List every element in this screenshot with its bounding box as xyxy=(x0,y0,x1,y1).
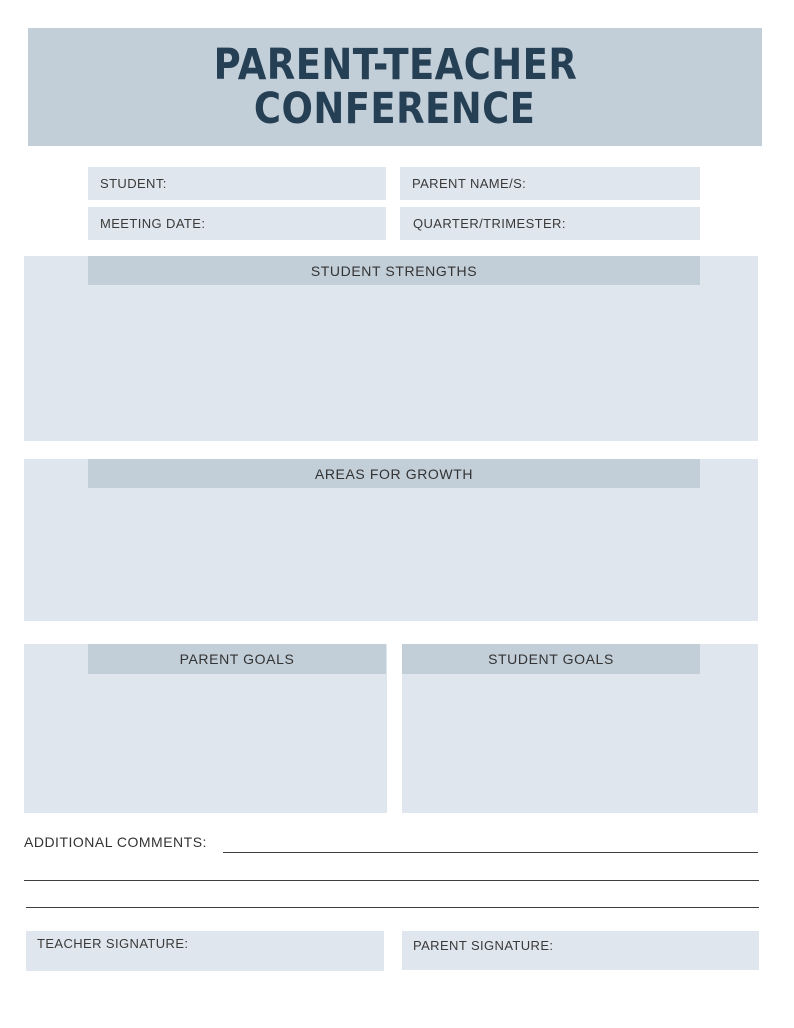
title-banner xyxy=(28,28,762,146)
parent-goals-header xyxy=(88,644,386,674)
quarter-trimester-field-label: QUARTER/TRIMESTER: xyxy=(413,216,566,231)
quarter-trimester-field[interactable] xyxy=(400,207,700,240)
parent-goals-header-label: PARENT GOALS xyxy=(179,651,295,667)
student-field-label: STUDENT: xyxy=(100,176,167,191)
meeting-date-field[interactable] xyxy=(88,207,386,240)
comments-line-1[interactable] xyxy=(223,852,758,853)
page-title-line-1: PARENT-TEACHER xyxy=(213,40,577,90)
additional-comments-label: ADDITIONAL COMMENTS: xyxy=(24,834,207,850)
comments-line-3[interactable] xyxy=(26,907,759,908)
parent-signature-box[interactable] xyxy=(402,931,759,970)
teacher-signature-label: TEACHER SIGNATURE: xyxy=(37,936,189,951)
meeting-date-field-label: MEETING DATE: xyxy=(100,216,206,231)
parent-names-field[interactable] xyxy=(400,167,700,200)
growth-header xyxy=(88,459,700,488)
student-field[interactable] xyxy=(88,167,386,200)
parent-signature-label: PARENT SIGNATURE: xyxy=(413,938,554,953)
strengths-header-label: STUDENT STRENGTHS xyxy=(310,262,478,279)
strengths-header xyxy=(88,256,700,285)
student-goals-header-label: STUDENT GOALS xyxy=(488,651,614,667)
page-title-line-2: CONFERENCE xyxy=(254,84,536,134)
student-goals-header xyxy=(402,644,700,674)
comments-line-2[interactable] xyxy=(24,880,759,881)
parent-names-field-label: PARENT NAME/S: xyxy=(412,176,527,191)
teacher-signature-box[interactable] xyxy=(26,931,384,971)
growth-header-label: AREAS FOR GROWTH xyxy=(314,465,474,482)
